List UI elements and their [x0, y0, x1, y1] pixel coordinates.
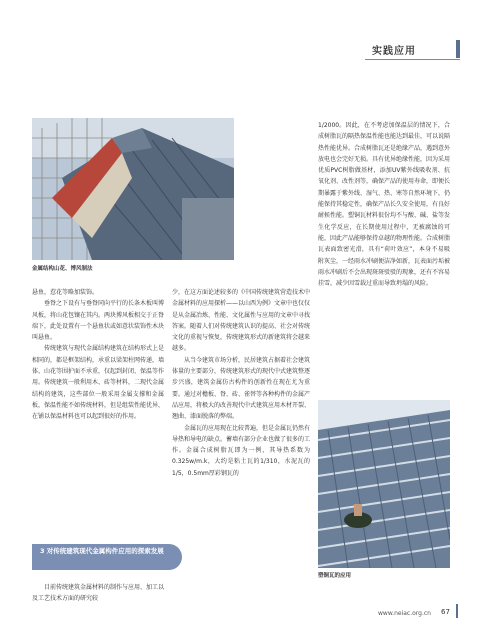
- left-column-tail: [32, 582, 164, 605]
- footer-divider: [456, 604, 458, 618]
- middle-column: [172, 287, 310, 479]
- figure2-caption: 塑铜瓦的应用: [318, 573, 352, 579]
- figure1-caption: 金属结构山花、博风制法: [32, 266, 93, 272]
- header-rule: [365, 59, 460, 60]
- footer-website: www.neiac.org.cn: [378, 610, 431, 617]
- paragraph: 金属瓦的应用现在比较普遍，但是金属瓦仍然有导热和导电的缺点。蓄墙有部分企业也做了很多的工作。金属合成树脂瓦即为一例，其导热系数为0.325w/m.k，大约是粘土瓦的1/310，水泥瓦的1/5，0.5mm厚彩钢瓦的: [172, 424, 311, 477]
- paragraph: 垂脊之下设有与垂脊同向平行的长条木板叫博风板，将山花包镶在其内。两块博风板相交于正脊端下，此处设置有一个悬鱼状或如意状装饰性木块叫悬鱼。: [32, 300, 165, 342]
- header-accent-bar: [456, 40, 460, 58]
- left-column: [32, 287, 164, 423]
- figure-tile-photo: [318, 400, 450, 568]
- paragraph: 传统建筑与现代金属结构建筑在结构形式上是相同的，都是框架结构，承重以梁架柱网传递，墙体、山花等围护面不承重，仅起到封闭、保温等作用。传统建筑一般利用木、砖等材料，二现代金属结构的建筑，这些部位一般采用金属支撑和金属板，保温性能不如传统材料，但是组装性能优异，在铺以保温材料也可以起到很好的作用。: [32, 345, 165, 421]
- paragraph: 1/2000。因此，在不考虑加保温层的情况下，合成树脂瓦的隔热保温性能也能达到最佳，可以说隔热性能优异。合成树脂瓦还是绝缘产品，遇到意外放电也会完好无损。具有优异绝缘性能，因为采用优质PVC树脂做基材，添加UV紫外线吸收剂、抗氧化剂、改性剂等，确保产品的使用寿命，即便长期暴露于紫外线、湿气、热、寒等自然环境下，仍能保持其稳定性，确保产品长久安全使用，有良好耐候性能。塑铜瓦材料很份均不与酸、碱、盐等发生化学反应，在长期使用过程中，无被腐蚀的可能，因此产品能够保持卓越的物理性能。合成树脂瓦表面致密光滑，具有“荷叶效应”，本身不易吸附灰尘，一经雨水冲刷便洁净如新，瓦表面污垢被雨水冲刷后不会出现斑斑驳驳的现象，还有不容易挂雪，减少因雪载过重而导致坍塌的风险。: [318, 122, 451, 288]
- section-title: 实践应用: [372, 46, 416, 57]
- page-number: 67: [441, 608, 450, 616]
- paragraph: 从当今建筑市场分析，民居建筑占据着社会建筑体量的主要部分，传统建筑形式的现代中式建筑整逐步兴盛，建筑金属仿古构件的创新性在现在尤为重要。通过对檐板、脊、砖、雀替等各种构件的金属产品应用，将极大的改善现代中式建筑应用木材开裂、翘曲、漆面脱落的弊端。: [172, 356, 311, 421]
- paragraph: 目前传统建筑金属材料的制作与应用、加工以及工艺技术方面的研究较: [32, 584, 165, 603]
- paragraph: 悬鱼，惹花等略加装饰。: [32, 289, 99, 296]
- section-heading: 3 对传统建筑现代金属构件应用的探索发展: [32, 544, 182, 570]
- right-column: [318, 120, 450, 289]
- figure-roof-photo: [32, 118, 234, 260]
- paragraph: 少，在这方面论述较多的《中国传统建筑营造技术中金属材料的应用探析——以山西为例》文章中也仅仅是从金属冶炼、性能、文化属性与应用的文章中寻找答案。随着人们对传统建筑认识的提高、社会对传统文化的重视与恢复，传统建筑形式的新建筑将会越来越多。: [172, 289, 311, 353]
